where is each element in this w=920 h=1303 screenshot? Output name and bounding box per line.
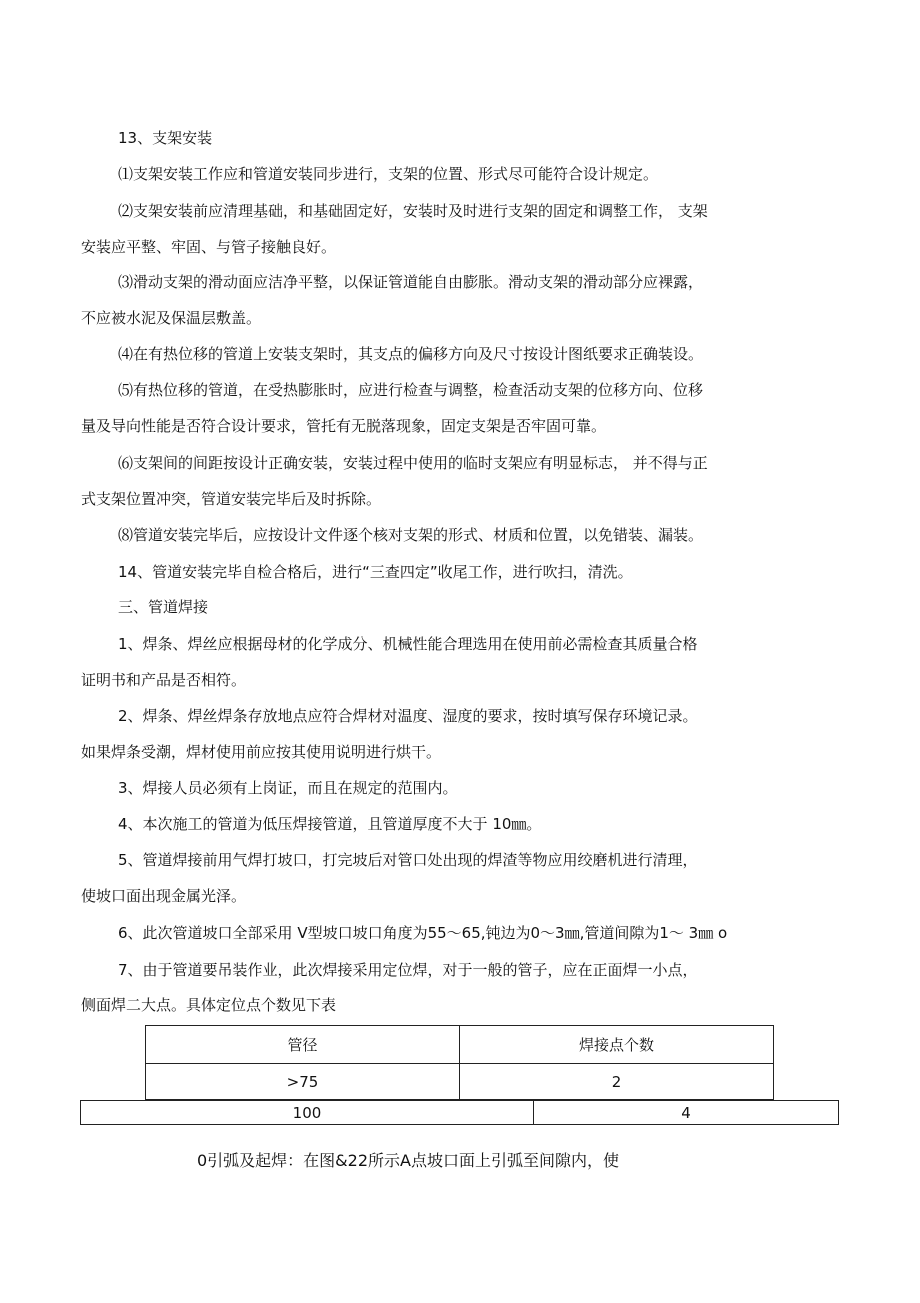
welding-6: 6、此次管道坡口全部采用 V型坡口坡口角度为55～65,钝边为0～3㎜,管道间隙为1～ 3㎜ o xyxy=(118,924,728,942)
paragraph-13-6-line1: ⑹支架间的间距按设计正确安装，安装过程中使用的临时支架应有明显标志， 并不得与正 xyxy=(118,454,708,472)
table-row xyxy=(146,1064,774,1100)
paragraph-13-2-line1: ⑵支架安装前应清理基础，和基础固定好，安装时及时进行支架的固定和调整工作， 支架 xyxy=(118,202,708,220)
welding-2-line2: 如果焊条受潮，焊材使用前应按其使用说明进行烘干。 xyxy=(81,743,442,761)
paragraph-13-3-line2: 不应被水泥及保温层敷盖。 xyxy=(81,309,262,327)
welding-5-line1: 5、管道焊接前用气焊打坡口，打完坡后对管口处出现的焊渣等物应用绞磨机进行清理， xyxy=(118,851,698,869)
weld-points-table-continued xyxy=(80,1100,839,1125)
table-cell-count: 2 xyxy=(460,1064,774,1100)
footer-paragraph: 0引弧及起焊：在图&22所示A点坡口面上引弧至间隙内，使 xyxy=(197,1151,619,1170)
table-cell-diameter: 100 xyxy=(81,1101,534,1125)
welding-1-line1: 1、焊条、焊丝应根据母材的化学成分、机械性能合理选用在使用前必需检查其质量合格 xyxy=(118,635,698,653)
paragraph-13-3-line1: ⑶滑动支架的滑动面应洁净平整，以保证管道能自由膨胀。滑动支架的滑动部分应裸露， xyxy=(118,273,704,291)
section-13-heading: 13、支架安装 xyxy=(118,129,213,147)
paragraph-13-8: ⑻管道安装完毕后，应按设计文件逐个核对支架的形式、材质和位置，以免错装、漏装。 xyxy=(118,526,704,544)
paragraph-13-5-line2: 量及导向性能是否符合设计要求，管托有无脱落现象，固定支架是否牢固可靠。 xyxy=(81,417,607,435)
welding-4: 4、本次施工的管道为低压焊接管道，且管道厚度不大于 10㎜。 xyxy=(118,815,542,833)
table-row xyxy=(81,1101,839,1125)
welding-5-line2: 使坡口面出现金属光泽。 xyxy=(81,887,247,905)
header-pipe-diameter: 管径 xyxy=(146,1026,460,1064)
welding-7-line1: 7、由于管道要吊装作业，此次焊接采用定位焊，对于一般的管子，应在正面焊一小点， xyxy=(118,961,698,979)
paragraph-13-6-line2: 式支架位置冲突，管道安装完毕后及时拆除。 xyxy=(81,490,382,508)
welding-7-line2: 侧面焊二大点。具体定位点个数见下表 xyxy=(81,996,337,1014)
paragraph-14: 14、管道安装完毕自检合格后，进行“三查四定”收尾工作，进行吹扫，清洗。 xyxy=(118,563,633,581)
weld-points-table xyxy=(145,1025,774,1100)
section-3-heading: 三、管道焊接 xyxy=(118,598,209,616)
table-cell-diameter: >75 xyxy=(146,1064,460,1100)
welding-2-line1: 2、焊条、焊丝焊条存放地点应符合焊材对温度、湿度的要求，按时填写保存环境记录。 xyxy=(118,707,698,725)
paragraph-13-4: ⑷在有热位移的管道上安装支架时，其支点的偏移方向及尺寸按设计图纸要求正确装设。 xyxy=(118,345,704,363)
paragraph-13-2-line2: 安装应平整、牢固、与管子接触良好。 xyxy=(81,238,337,256)
paragraph-13-1: ⑴支架安装工作应和管道安装同步进行，支架的位置、形式尽可能符合设计规定。 xyxy=(118,165,659,183)
paragraph-13-5-line1: ⑸有热位移的管道，在受热膨胀时，应进行检查与调整，检查活动支架的位移方向、位移 xyxy=(118,381,704,399)
header-weld-point-count: 焊接点个数 xyxy=(460,1026,774,1064)
welding-1-line2: 证明书和产品是否相符。 xyxy=(81,671,247,689)
welding-3: 3、焊接人员必须有上岗证，而且在规定的范围内。 xyxy=(118,779,458,797)
table-cell-count: 4 xyxy=(534,1101,839,1125)
table-header-row xyxy=(146,1026,774,1064)
